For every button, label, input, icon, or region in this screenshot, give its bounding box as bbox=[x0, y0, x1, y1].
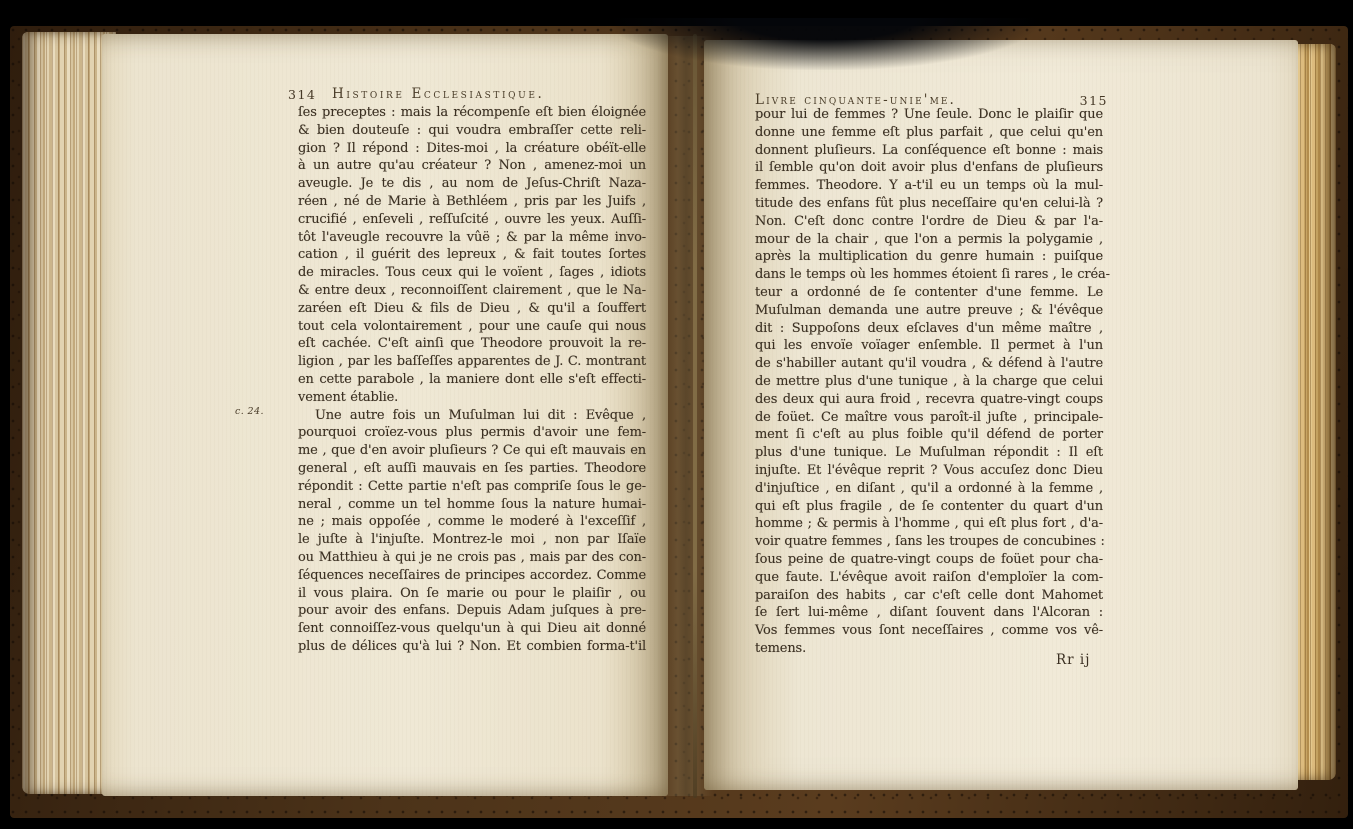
page-left bbox=[102, 34, 668, 796]
text-line: des deux qui aura froid , recevra quatre-vingt coups bbox=[755, 391, 1103, 407]
text-line: répondit : Cette partie n'eſt pas compriſe ſous le ge- bbox=[298, 478, 646, 494]
running-title-left: Histoire Ecclesiastique. bbox=[332, 86, 545, 102]
leather-binding bbox=[10, 26, 1348, 818]
text-line: ne ; mais oppoſée , comme le moderé à l'exceſſif , bbox=[298, 514, 646, 530]
text-line: il ſemble qu'on doit avoir plus d'enfans de pluſieurs bbox=[755, 160, 1103, 176]
text-line: vement établie. bbox=[298, 389, 399, 405]
text-line: réen , né de Marie à Bethléem , pris par les Juifs , bbox=[298, 193, 646, 209]
text-line: de miracles. Tous ceux qui le voïent , ſages , idiots bbox=[298, 265, 646, 281]
gutter-fold bbox=[693, 34, 697, 798]
text-line: femmes. Theodore. Y a-t'il eu un temps où la mul- bbox=[755, 178, 1103, 194]
text-line: homme ; & permis à l'homme , qui eſt plus fort , d'a- bbox=[755, 516, 1103, 532]
text-line: crucifié , enſeveli , reſſuſcité , ouvre les yeux. Auſſi- bbox=[298, 211, 646, 227]
text-line: neral , comme un tel homme ſous la nature humai- bbox=[298, 496, 646, 512]
text-line: me , que d'en avoir pluſieurs ? Ce qui eſt mauvais en bbox=[298, 443, 646, 459]
text-line: gion ? Il répond : Dites-moi , la créature obéït-elle bbox=[298, 140, 646, 156]
text-line: le juſte à l'injuſte. Montrez-le moi , non par Iſaïe bbox=[298, 532, 646, 548]
page-number-left: 314 bbox=[288, 87, 317, 102]
text-line: après la multiplication du genre humain : puiſque bbox=[755, 249, 1103, 265]
text-line: qui les envoïe voïager enſemble. Il permet à l'un bbox=[755, 338, 1103, 354]
text-line: d'injuſtice , en diſant , qu'il a ordonné à la femme , bbox=[755, 480, 1103, 496]
text-line: ſéquences neceſſaires de principes accordez. Comme bbox=[298, 567, 646, 583]
text-line: tout cela volontairement , pour une cauſe qui nous bbox=[298, 318, 646, 334]
text-line: & bien douteuſe : qui voudra embraſſer cette reli- bbox=[298, 122, 646, 138]
text-line: Muſulman demanda une autre preuve ; & l'évêque bbox=[755, 302, 1103, 318]
page-right bbox=[704, 40, 1298, 790]
margin-note: c. 24. bbox=[235, 406, 264, 417]
text-line: il vous plaira. On ſe marie ou pour le plaiſir , ou bbox=[298, 585, 646, 601]
text-line: injuſte. Et l'évêque reprit ? Vous accuſez donc Dieu bbox=[755, 462, 1103, 478]
text-line: donne une femme eſt plus parfait , que celui qu'en bbox=[755, 124, 1103, 140]
text-line: Non. C'eſt donc contre l'ordre de Dieu & par l'a- bbox=[755, 213, 1103, 229]
text-line: plus de délices qu'à lui ? Non. Et combien forma-t'il bbox=[298, 638, 646, 654]
text-line: Vos femmes vous ſont neceſſaires , comme vos vê- bbox=[755, 623, 1103, 639]
text-line: Une autre fois un Muſulman lui dit : Evêque , bbox=[315, 407, 646, 423]
running-header-left bbox=[288, 86, 642, 104]
text-line: que faute. L'évêque avoit raiſon d'emploïer la com- bbox=[755, 569, 1103, 585]
text-line: zaréen eſt Dieu & fils de Dieu , & qu'il a ſouffert bbox=[298, 300, 646, 316]
text-line: qui eſt plus fragile , de ſe contenter du quart d'un bbox=[755, 498, 1103, 514]
text-line: ſent connoiſſez-vous quelqu'un à qui Dieu ait donné bbox=[298, 621, 646, 637]
text-line: paraiſon des habits , car c'eſt celle dont Mahomet bbox=[755, 587, 1103, 603]
signature-mark: Rr ij bbox=[1056, 652, 1091, 668]
text-line: eſt cachée. C'eſt ainſi que Theodore prouvoit la re- bbox=[298, 336, 646, 352]
text-block-left bbox=[298, 104, 646, 656]
text-line: general , eſt auſſi mauvais en ſes parties. Theodore bbox=[298, 460, 646, 476]
text-line: & entre deux , reconnoiſſent clairement , que le Na- bbox=[298, 282, 646, 298]
page-number-right: 315 bbox=[1079, 93, 1108, 108]
text-line: mour de la chair , que l'on a permis la polygamie , bbox=[755, 231, 1103, 247]
text-line: cation , il guérit des lepreux , & fait toutes ſortes bbox=[298, 247, 646, 263]
text-line: ſe ſert lui-même , diſant ſouvent dans l'Alcoran : bbox=[755, 605, 1103, 621]
text-line: ou Matthieu à qui je ne crois pas , mais par des con- bbox=[298, 549, 646, 565]
running-title-right: Livre cinquante-unie'me. bbox=[755, 92, 956, 108]
text-line: pour lui de femmes ? Une ſeule. Donc le plaiſir que bbox=[755, 107, 1103, 122]
text-line: plus d'une tunique. Le Muſulman répondit : Il eſt bbox=[755, 445, 1103, 461]
text-line: titude des enfans fût plus neceſſaire qu'en celui-là ? bbox=[755, 195, 1103, 211]
text-line: pour avoir des enfans. Depuis Adam juſques à pre- bbox=[298, 603, 646, 619]
text-line: à un autre qu'au créateur ? Non , amenez-moi un bbox=[298, 158, 646, 174]
text-block-right bbox=[755, 106, 1110, 658]
text-line: de mettre plus d'une tunique , à la charge que celui bbox=[755, 373, 1103, 389]
text-line: teur a ordonné de ſe contenter d'une femme. Le bbox=[755, 284, 1103, 300]
text-line: ſes preceptes : mais la récompenſe eſt bien éloignée bbox=[298, 105, 646, 120]
text-line: tôt l'aveugle recouvre la vûë ; & par la même invo- bbox=[298, 229, 646, 245]
text-line: ſous peine de quatre-vingt coups de foüet pour cha- bbox=[755, 551, 1103, 567]
text-line: ment ſi c'eſt au plus foible qu'il défend de porter bbox=[755, 427, 1103, 443]
text-line: pourquoi croïez-vous plus permis d'avoir une fem- bbox=[298, 425, 646, 441]
text-line: en cette parabole , la maniere dont elle s'eſt effecti- bbox=[298, 371, 646, 387]
text-line: temens. bbox=[755, 640, 807, 656]
gutter-top-shadow bbox=[610, 18, 1040, 70]
text-line: dit : Suppoſons deux eſclaves d'un même maître , bbox=[755, 320, 1103, 336]
text-line: donnent pluſieurs. La conſéquence eſt bonne : mais bbox=[755, 142, 1103, 158]
text-line: de s'habiller autant qu'il voudra , & défend à l'autre bbox=[755, 356, 1103, 372]
text-line: de foüet. Ce maître vous paroît-il juſte , principale- bbox=[755, 409, 1103, 425]
text-line: ligion , par les baſſeſſes apparentes de J. C. montrant bbox=[298, 354, 646, 370]
text-line: aveugle. Je te dis , au nom de Jeſus-Chriſt Naza- bbox=[298, 176, 646, 192]
text-line: dans le temps où les hommes étoient ſi rares , le créa- bbox=[755, 267, 1110, 283]
text-line: voir quatre femmes , ſans les troupes de concubines : bbox=[755, 534, 1105, 550]
